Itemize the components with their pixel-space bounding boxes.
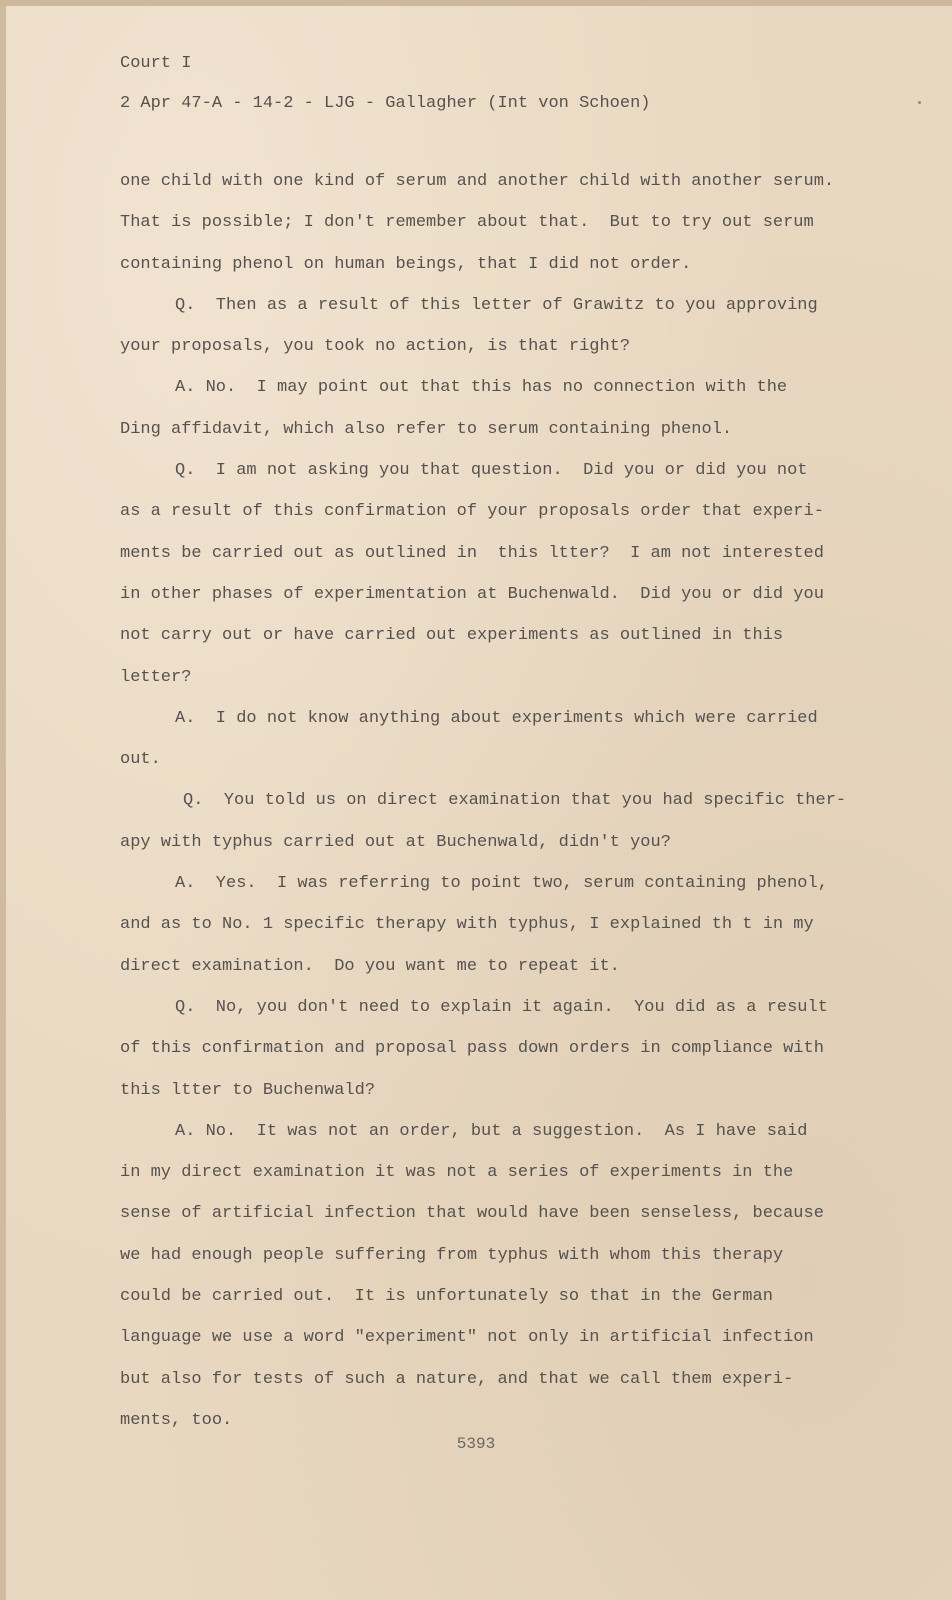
text-line: of this confirmation and proposal pass down orders in compliance with [120, 1039, 824, 1059]
text-line: but also for tests of such a nature, and that we call them experi- [120, 1369, 794, 1389]
text-line: direct examination. Do you want me to repeat it. [120, 956, 620, 976]
answer-line: A. No. It was not an order, but a suggestion. As I have said [175, 1121, 808, 1141]
text-line: apy with typhus carried out at Buchenwald, didn't you? [120, 832, 671, 852]
text-line: containing phenol on human beings, that I did not order. [120, 254, 692, 274]
text-line: and as to No. 1 specific therapy with typhus, I explained th t in my [120, 915, 814, 935]
text-line: as a result of this confirmation of your proposals order that experi- [120, 502, 824, 522]
question-line: Q. No, you don't need to explain it again. You did as a result [175, 997, 828, 1017]
text-line: letter? [120, 667, 192, 687]
text-line: this ltter to Buchenwald? [120, 1080, 376, 1100]
page-number: 5393 [456, 1435, 496, 1453]
page-edge-left [0, 0, 6, 1600]
text-line: not carry out or have carried out experiments as outlined in this [120, 626, 784, 646]
text-line: your proposals, you took no action, is that right? [120, 337, 631, 357]
text-line: in other phases of experimentation at Buchenwald. Did you or did you [120, 584, 824, 604]
question-line: Q. Then as a result of this letter of Grawitz to you approving [175, 295, 818, 315]
text-line: language we use a word "experiment" not only in artificial infection [120, 1328, 814, 1348]
text-line: ments, too. [120, 1410, 233, 1430]
text-line: out. [120, 750, 161, 770]
transcript-body [120, 161, 850, 1441]
text-line: ments be carried out as outlined in this ltter? I am not interested [120, 543, 824, 563]
answer-line: A. I do not know anything about experiments which were carried [175, 708, 818, 728]
question-line: Q. I am not asking you that question. Did you or did you not [175, 461, 808, 481]
text-line: That is possible; I don't remember about that. But to try out serum [120, 213, 814, 233]
court-label: Court I [120, 54, 192, 73]
text-line: could be carried out. It is unfortunately so that in the German [120, 1287, 773, 1307]
transcript-header [120, 44, 651, 124]
text-line: sense of artificial infection that would have been senseless, because [120, 1204, 824, 1224]
text-line: in my direct examination it was not a series of experiments in the [120, 1163, 794, 1183]
text-line: Ding affidavit, which also refer to serum containing phenol. [120, 419, 733, 439]
answer-line: A. Yes. I was referring to point two, serum containing phenol, [175, 874, 828, 894]
answer-line: A. No. I may point out that this has no connection with the [175, 378, 788, 398]
session-line: 2 Apr 47-A - 14-2 - LJG - Gallagher (Int von Schoen) [120, 94, 651, 113]
text-line: one child with one kind of serum and another child with another serum. [120, 172, 835, 191]
text-line: we had enough people suffering from typhus with whom this therapy [120, 1245, 784, 1265]
question-line: Q. You told us on direct examination that you had specific ther- [183, 791, 847, 811]
paper-speck [918, 101, 921, 104]
page-edge-top [0, 0, 952, 6]
